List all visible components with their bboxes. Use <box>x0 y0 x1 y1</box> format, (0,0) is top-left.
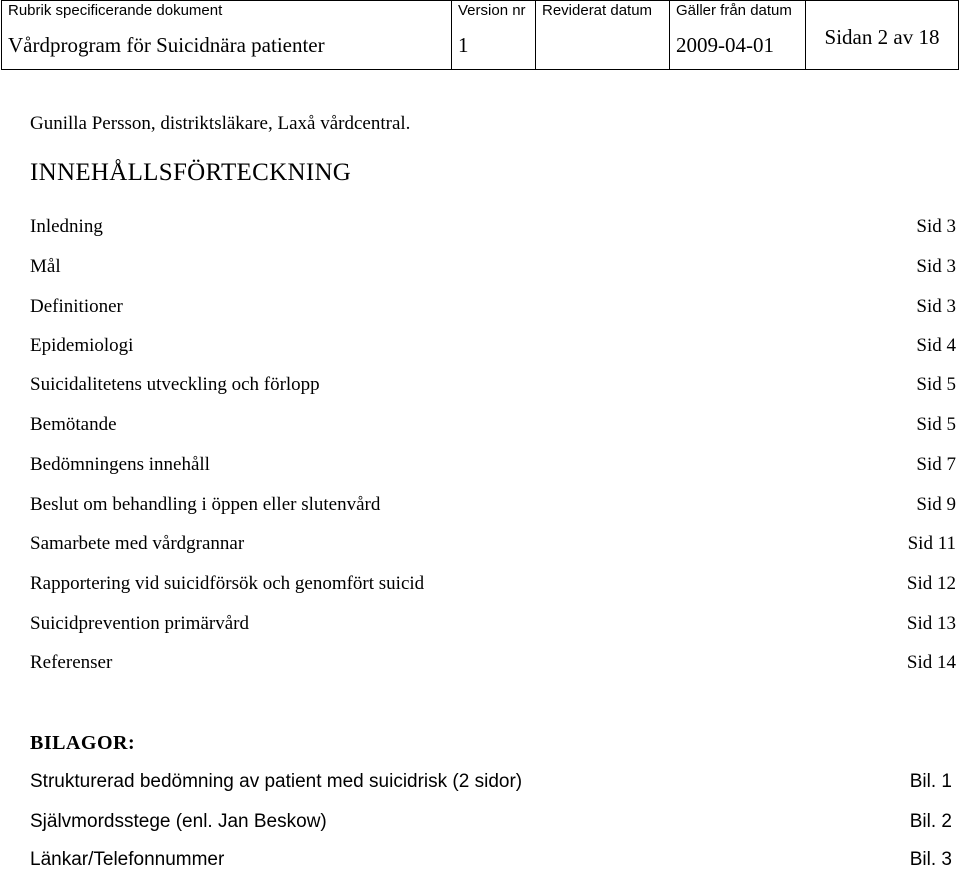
toc-item-title: Suicidalitetens utveckling och förlopp <box>30 374 320 395</box>
header-version-value: 1 <box>458 33 469 57</box>
toc-item-title: Rapportering vid suicidförsök och genomfört suicid <box>30 573 425 594</box>
appendix-item <box>30 849 952 872</box>
header-version-cell <box>452 1 536 69</box>
toc-item-page: Sid 3 <box>916 256 956 277</box>
toc-item-page: Sid 14 <box>906 652 956 673</box>
appendix-item-ref: Bil. 2 <box>909 811 952 832</box>
header-revised-label: Reviderat datum <box>542 2 653 19</box>
toc-item-title: Bedömningens innehåll <box>30 454 210 475</box>
toc-item <box>30 256 956 280</box>
toc-item-title: Samarbete med vårdgrannar <box>30 533 245 554</box>
toc-item-title: Definitioner <box>30 296 123 317</box>
appendix-item-title: Strukturerad bedömning av patient med suicidrisk (2 sidor) <box>30 771 523 792</box>
toc-heading: INNEHÅLLSFÖRTECKNING <box>30 159 352 186</box>
header-doc-title: Vårdprogram för Suicidnära patienter <box>8 33 325 57</box>
header-revised-cell <box>536 1 670 69</box>
toc-item-page: Sid 3 <box>916 296 956 317</box>
toc-item-page: Sid 3 <box>916 216 956 237</box>
toc-item-page: Sid 9 <box>916 494 956 515</box>
appendix-item-title: Självmordsstege (enl. Jan Beskow) <box>30 811 327 832</box>
header-valid-label: Gäller från datum <box>676 2 792 19</box>
toc-item-title: Suicidprevention primärvård <box>30 613 249 634</box>
appendix-item <box>30 771 952 795</box>
toc-item-page: Sid 5 <box>916 414 956 435</box>
toc-item-page: Sid 13 <box>906 613 956 634</box>
toc-item <box>30 296 956 320</box>
appendix-item-ref: Bil. 1 <box>909 771 952 792</box>
appendix-item-title: Länkar/Telefonnummer <box>30 849 225 870</box>
toc-item-title: Beslut om behandling i öppen eller slutenvård <box>30 494 381 515</box>
author-line: Gunilla Persson, distriktsläkare, Laxå vårdcentral. <box>30 113 411 134</box>
toc-item-title: Inledning <box>30 216 103 237</box>
toc-item <box>30 374 956 398</box>
toc-item <box>30 533 956 557</box>
toc-item <box>30 573 956 597</box>
appendix-item <box>30 811 952 835</box>
document-header <box>1 0 959 70</box>
toc-item-page: Sid 7 <box>916 454 956 475</box>
toc-item-page: Sid 12 <box>906 573 956 594</box>
toc-item <box>30 414 956 438</box>
toc-item-title: Mål <box>30 256 61 277</box>
header-page-number: Sidan 2 av 18 <box>824 25 940 49</box>
toc-item <box>30 335 956 359</box>
appendices-heading: BILAGOR: <box>30 732 136 754</box>
header-valid-cell <box>670 1 806 69</box>
toc-item <box>30 216 956 240</box>
toc-item-page: Sid 5 <box>916 374 956 395</box>
toc-item <box>30 494 956 518</box>
header-version-label: Version nr <box>458 2 526 19</box>
header-doc-cell <box>2 1 452 69</box>
toc-item-page: Sid 11 <box>907 533 956 554</box>
toc-item <box>30 454 956 478</box>
toc-item <box>30 613 956 637</box>
toc-item-page: Sid 4 <box>916 335 956 356</box>
header-valid-value: 2009-04-01 <box>676 33 774 57</box>
toc-item <box>30 652 956 676</box>
header-doc-label: Rubrik specificerande dokument <box>8 2 223 19</box>
toc-item-title: Bemötande <box>30 414 117 435</box>
toc-item-title: Epidemiologi <box>30 335 134 356</box>
header-page-cell <box>806 1 958 69</box>
toc-item-title: Referenser <box>30 652 113 673</box>
appendix-item-ref: Bil. 3 <box>909 849 952 870</box>
